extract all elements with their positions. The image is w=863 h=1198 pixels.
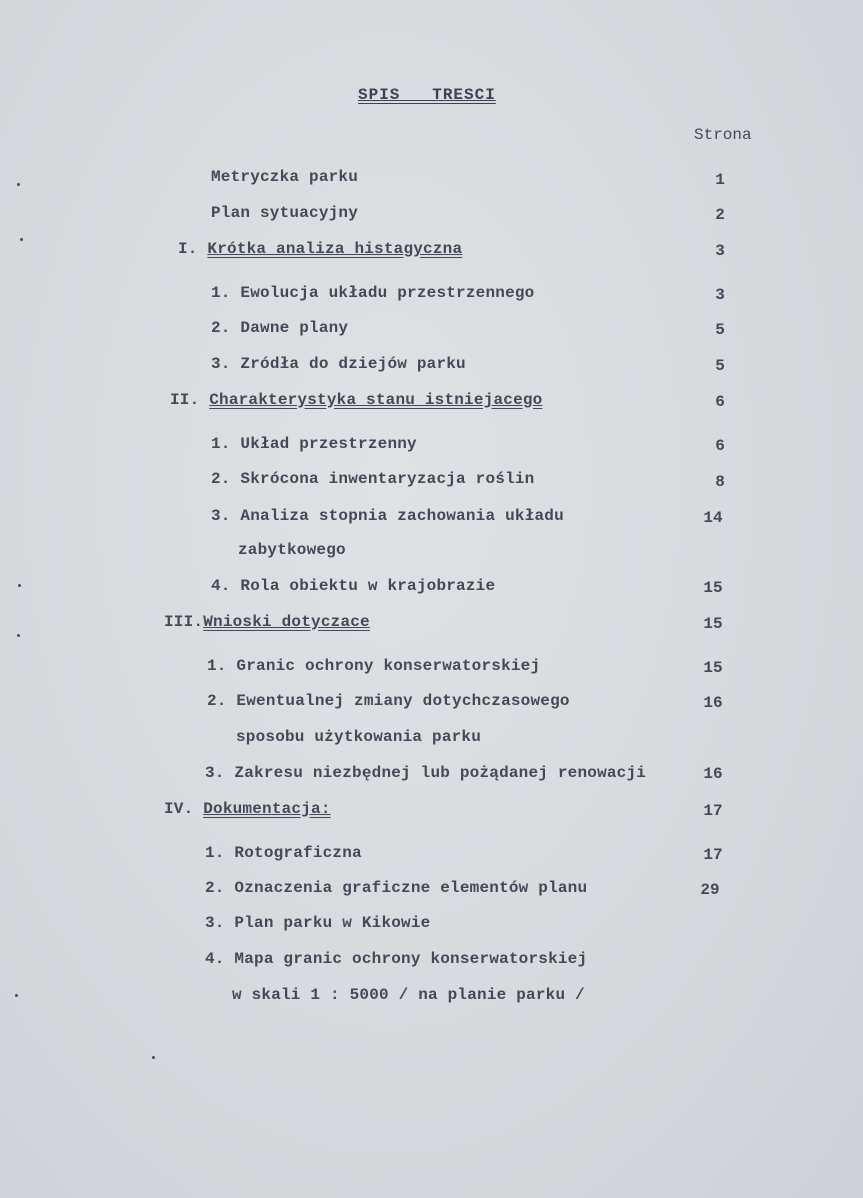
toc-entry: Plan sytuacyjny (211, 204, 359, 222)
toc-entry: 1. Układ przestrzenny (211, 435, 417, 453)
scan-speck (17, 634, 20, 637)
scan-speck (20, 238, 23, 241)
toc-page-number: 17 (703, 802, 723, 820)
toc-page-number: 15 (703, 659, 723, 677)
toc-page-number: 16 (703, 694, 723, 712)
toc-entry-continuation: zabytkowego (238, 541, 346, 559)
toc-entry: 3. Analiza stopnia zachowania układu (211, 507, 564, 525)
toc-page-number: 15 (703, 579, 723, 597)
toc-page-number: 5 (715, 357, 725, 375)
scan-speck (152, 1056, 155, 1059)
toc-entry: 2. Skrócona inwentaryzacja roślin (211, 470, 535, 488)
toc-entry: 1. Ewolucja układu przestrzennego (211, 284, 535, 302)
toc-entry: 4. Rola obiektu w krajobrazie (211, 577, 496, 595)
toc-page-number: 2 (715, 206, 725, 224)
toc-page-number: 16 (703, 765, 723, 783)
toc-entry-continuation: sposobu użytkowania parku (236, 728, 482, 746)
toc-page-number: 5 (715, 321, 725, 339)
toc-entry: 3. Zródła do dziejów parku (211, 355, 466, 373)
toc-page-number: 3 (715, 242, 725, 260)
toc-section-heading: I. Krótka analiza histagyczna (178, 240, 463, 258)
scan-speck (15, 994, 18, 997)
toc-section-heading: IV. Dokumentacja: (164, 800, 331, 818)
toc-entry: 2. Oznaczenia graficzne elementów planu (205, 879, 588, 897)
toc-page-number: 8 (715, 473, 725, 491)
scan-speck (18, 584, 21, 587)
toc-page-number: 6 (715, 393, 725, 411)
toc-entry: 2. Ewentualnej zmiany dotychczasowego (207, 692, 570, 710)
toc-page-number: 3 (715, 286, 725, 304)
toc-entry: 2. Dawne plany (211, 319, 349, 337)
toc-page-number: 6 (715, 437, 725, 455)
toc-entry: 4. Mapa granic ochrony konserwatorskiej (205, 950, 588, 968)
scan-speck (17, 183, 20, 186)
toc-page-number: 14 (703, 509, 723, 527)
toc-page-number: 17 (703, 846, 723, 864)
toc-entry: Metryczka parku (211, 168, 359, 186)
toc-entry: 3. Plan parku w Kikowie (205, 914, 431, 932)
toc-entry: 1. Granic ochrony konserwatorskiej (207, 657, 541, 675)
toc-page-number: 29 (700, 881, 720, 899)
document-title: SPIS TRESCI (358, 86, 496, 104)
toc-entry-continuation: w skali 1 : 5000 / na planie parku / (232, 986, 585, 1004)
page-column-header: Strona (694, 126, 752, 144)
toc-entry: 1. Rotograficzna (205, 844, 362, 862)
toc-section-heading: II. Charakterystyka stanu istniejacego (170, 391, 543, 409)
toc-page-number: 15 (703, 615, 723, 633)
toc-page-number: 1 (715, 171, 725, 189)
toc-section-heading: III.Wnioski dotyczace (164, 613, 370, 631)
toc-entry: 3. Zakresu niezbędnej lub pożądanej renowacji (205, 764, 647, 782)
